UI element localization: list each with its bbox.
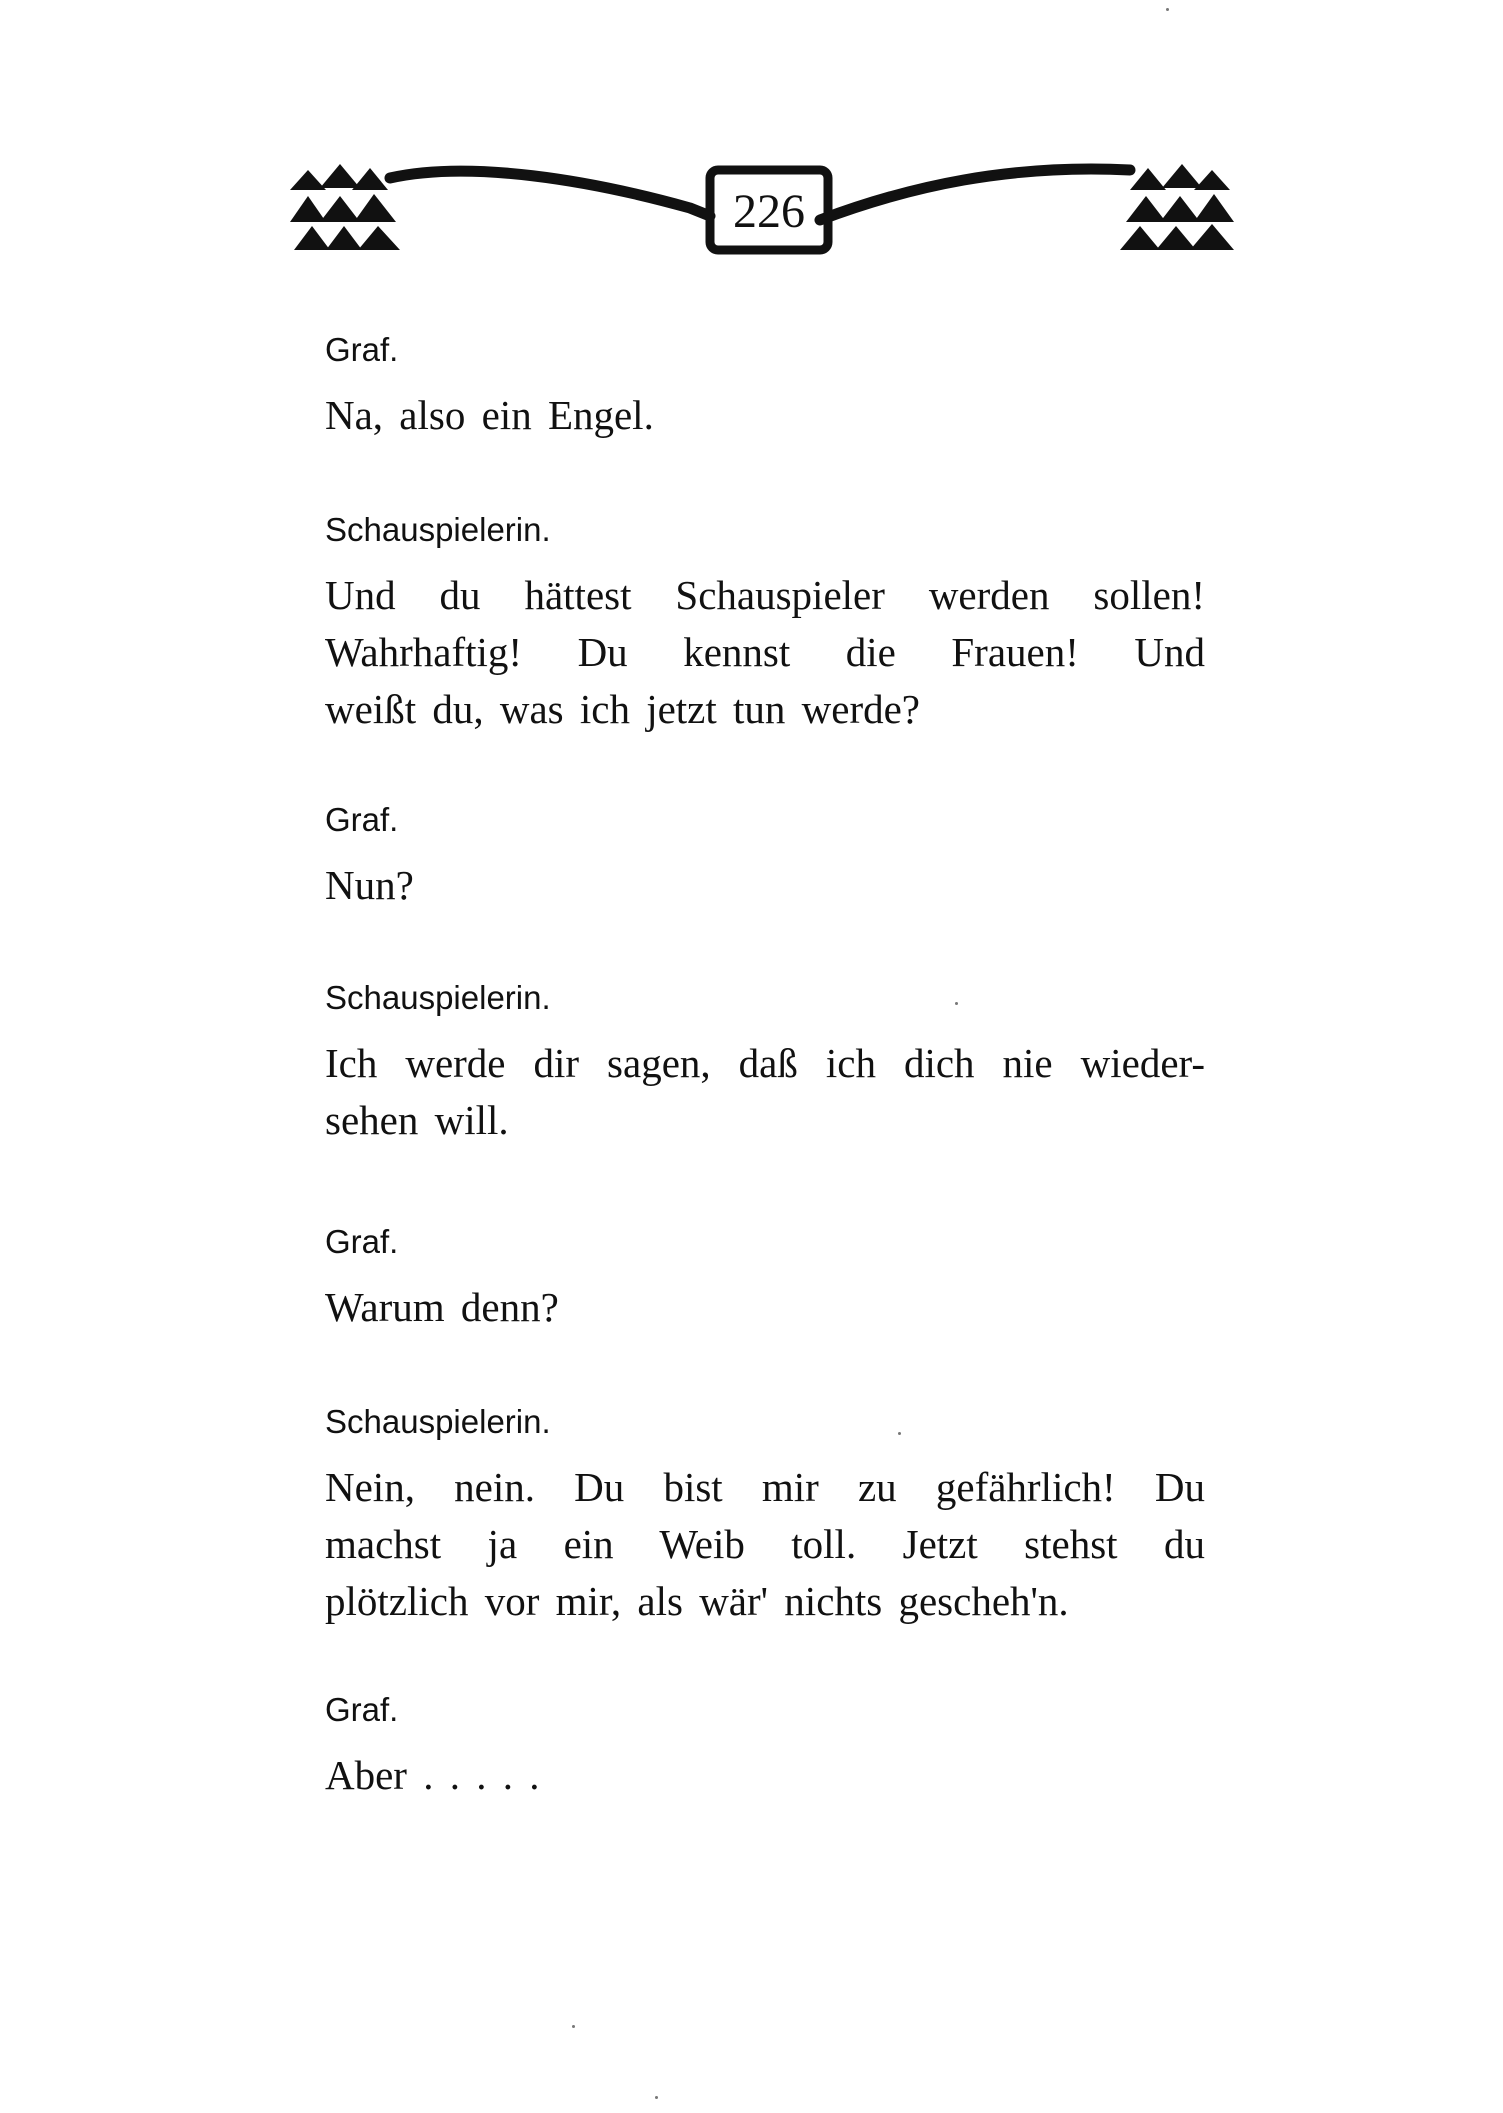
speaker-name: Graf.: [325, 331, 399, 368]
dialogue-line: machst ja ein Weib toll. Jetzt stehst du: [325, 1521, 1205, 1567]
dialogue-line: Und du hättest Schauspieler werden sollen!: [325, 572, 1205, 618]
dialogue-line: Aber . . . . .: [325, 1752, 540, 1798]
paper-speck: [655, 2096, 658, 2099]
paper-speck: [898, 1432, 901, 1435]
dialogue-line: Nein, nein. Du bist mir zu gefährlich! Du: [325, 1464, 1205, 1510]
speaker-name: Graf.: [325, 801, 399, 838]
speaker-name: Schauspielerin.: [325, 979, 551, 1016]
page-number: 226: [733, 185, 805, 238]
left-tree-cluster-icon: [290, 164, 400, 250]
right-tree-cluster-icon: [1120, 164, 1234, 250]
dialogue-block: [325, 1690, 1205, 1804]
speaker-name: Graf.: [325, 1223, 399, 1260]
dialogue-line: plötzlich vor mir, als wär' nichts gescheh'n.: [325, 1578, 1069, 1624]
dialogue-line: Ich werde dir sagen, daß ich dich nie wieder-: [325, 1040, 1205, 1086]
dialogue-line: Wahrhaftig! Du kennst die Frauen! Und: [325, 629, 1205, 675]
paper-speck: [1166, 8, 1169, 11]
speaker-name: Graf.: [325, 1691, 399, 1728]
dialogue-line: Na, also ein Engel.: [325, 392, 654, 438]
dialogue-block: [325, 1222, 1205, 1336]
dialogue-line: Warum denn?: [325, 1284, 559, 1330]
dialogue-line: weißt du, was ich jetzt tun werde?: [325, 686, 921, 732]
dialogue-block: [325, 330, 1205, 444]
dialogue-block: [325, 978, 1205, 1149]
paper-speck: [955, 1002, 958, 1005]
dialogue-block: [325, 1402, 1205, 1630]
speaker-name: Schauspielerin.: [325, 1403, 551, 1440]
dialogue-block: [325, 800, 1205, 914]
paper-speck: [572, 2025, 575, 2028]
dialogue-line: sehen will.: [325, 1097, 509, 1143]
dialogue-line: Nun?: [325, 862, 414, 908]
speaker-name: Schauspielerin.: [325, 511, 551, 548]
dialogue-block: [325, 510, 1205, 738]
